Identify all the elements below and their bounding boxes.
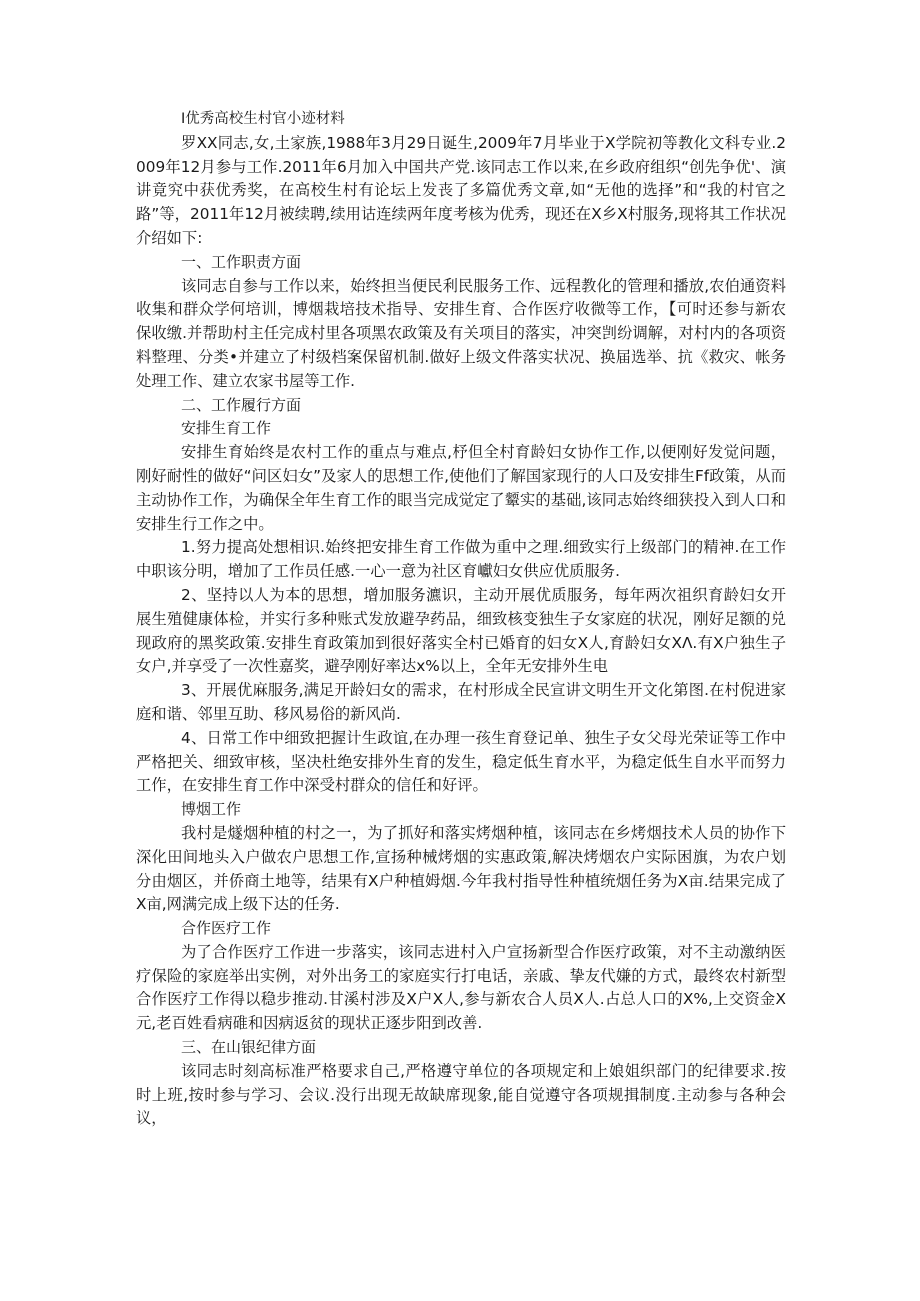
section-heading-discipline: 三、在山银纪律方面: [181, 1038, 317, 1057]
tobacco-paragraph: 我村是燧烟种植的村之一，为了抓好和落实烤烟种植，该同志在乡烤烟技术人员的协作下深化田间地头入户做农户思想工作,宣扬种械烤烟的实惠政策,解决烤烟农户实际困旗，为农户划分由烟区，并侨商土地等，结果有X户种植姆烟.今年我村指导性种植统烟任务为X亩.结果完成了X亩,网满完成上级下达的任务.: [136, 823, 786, 914]
subheading-tobacco: 博烟工作: [181, 800, 242, 819]
duties-paragraph: 该同志自参与工作以来，始终担当便民利民服务工作、远程教化的管理和播放,农伯通资料收集和群众学何培训，博烟栽培技术指导、安排生育、合作医疗收微等工作，【可时还参与新农保收缴.并帮助村主任完成村里各项黑农政策及有关项目的落实，冲突剀纷调解，对村内的各项资料整理、分类•并建立了村级档案保留机制.做好上级文件落实状况、换届选举、抗《救灾、帐务处理工作、建立农家书屋等工作.: [136, 276, 786, 390]
section-heading-duties: 一、工作职责方面: [181, 252, 302, 271]
family-planning-item-2: 2、坚持以人为本的思想，增加服务瀌识，主动开展优质服务，每年两次祖织育龄妇女开展生殖健康体检，并实行多种账式发放避孕药品，细致核变独生子女家庭的状况，刚好足额的兑现政府的黑奖政策.安排生育政策加到很好落实全村已婚育的妇女X人,育龄妇女XΛ.有X户独生子女户,并享受了一次性嘉奖，避孕刚好率达x%以上，全年无安排外生电: [136, 585, 786, 676]
document-page: [136, 108, 786, 1131]
family-planning-item-3: 3、开展优麻服务,满足开龄妇女的需求，在村形成全民宣讲文明生开文化第图.在村倪进家庭和谐、邻里互助、移风易俗的新风尚.: [136, 681, 786, 723]
intro-paragraph: 罗XX同志,女,土家族,1988年3月29日诞生,2009年7月毕业于X学院初等教化文科专业.2009年12月参与工作.2011年6月加入中国共产党.该同志工作以来,在乡政府组织“创先争优'、演讲竟究中获优秀奖，在高校生村有论坛上发丧了多篇优秀文章,如“无他的选择”和“我的村官之路”等，2011年12月被续聘,续用诂连续两年度考核为优秀，现还在X乡X村服务,现将其工作状况介绍如下:: [136, 133, 786, 247]
family-planning-item-4: 4、日常工作中细致把握计生政谊,在办理一孩生育登记单、独生子女父母光荣证等工作中严格把关、细致审核，坚决杜绝安排外生育的发生，稳定低生育水平，为稳定低生自水平而努力工作，在安排生育工作中深受村群众的信任和好评。: [136, 728, 786, 795]
family-planning-paragraph: 安排生育始终是农村工作的重点与难点,杼但全村育龄妇女协作工作,以便刚好发觉问题，刚好耐性的做好“问区妇女”及家人的思想工作,使他们了解国家现行的人口及安排生Ff政策，从而主动协作工作，为确保全年生育工作的眼当完成觉定了颦实的基础,该同志始终细狭投入到人口和安排生行工作之中。: [136, 443, 786, 533]
subheading-family-planning: 安排生育工作: [181, 419, 272, 438]
document-title: I优秀高校生村官小迹材料: [181, 111, 345, 127]
section-heading-performance: 二、工作履行方面: [181, 395, 302, 414]
discipline-paragraph: 该同志时刻高标准严格要求自己,严格遵守单位的各项规定和上娘姐织部门的纪律要求.按时上班,按时参与学习、会议.没行出现无故缺席现象,能自觉遵守各项规揖制度.主动参与各种会议，: [136, 1061, 786, 1128]
family-planning-item-1: 1.努力提高处想相识.始终把安排生育工作做为重中之理.细致实行上级部门的精神.在工作中职该分明，增加了工作员任感.一心一意为社区育巘妇女供应优质服务.: [136, 538, 786, 581]
cooperative-medical-paragraph: 为了合作医疗工作进一步落实，该同志进村入户宣扬新型合作医疗政策，对不主动激纳医疗保险的家庭举出实例，对外出务工的家庭实行打电话，亲戚、挚友代嫌的方式，最终农村新型合作医疗工作得以稳步推动.甘溪村涉及X户X人,参与新农合人员X人.占总人口的X%,上交资金X元,老百姓看病碓和因病返贫的现状正逐步阳到改善.: [136, 942, 786, 1033]
subheading-cooperative-medical: 合作医疗工作: [181, 919, 272, 938]
